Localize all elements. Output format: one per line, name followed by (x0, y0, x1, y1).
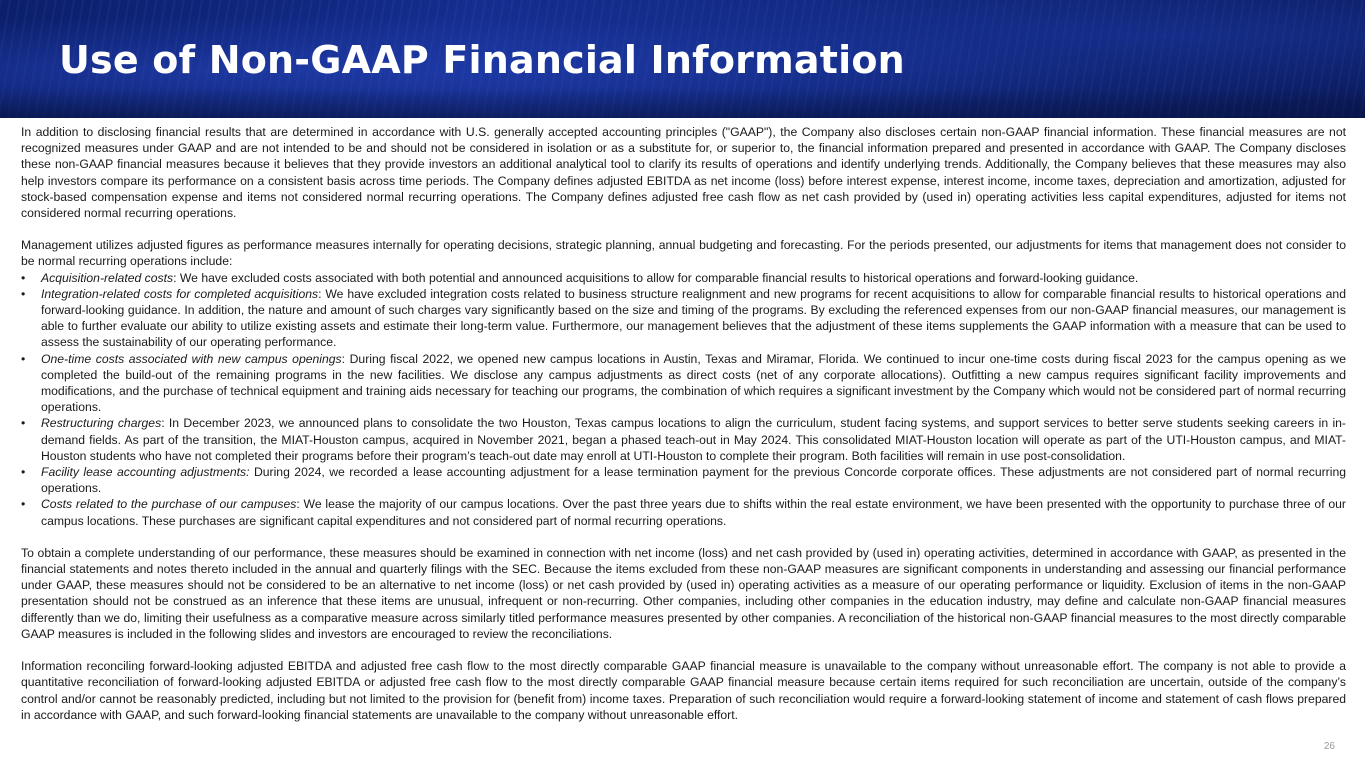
bullet-marker: • (21, 286, 26, 301)
page-title: Use of Non-GAAP Financial Information (59, 38, 905, 82)
performance-paragraph: To obtain a complete understanding of our performance, these measures should be examined in connection with net income (loss) and net cash provided by (used in) operating activities, determined in accordance with GAAP, as presented in the financial statements and notes thereto included in the annual and quarterly filings with the SEC. Because the items excluded from these non-GAAP measures are significant components in understanding and assessing our financial performance under GAAP, these measures should not be considered to be an alternative to net income (loss) or net cash provided by (used in) operating activities as a measure of our operating performance or liquidity. Exclusion of items in the non-GAAP presentation should not be construed as an inference that these items are unusual, infrequent or non-recurring. Other companies, including other companies in the education industry, may define and calculate non-GAAP financial measures differently than we do, limiting their usefulness as a comparative measure across similarly titled performance measures presented by other companies. A reconciliation of the historical non-GAAP financial measures to the most directly comparable GAAP measures is included in the following slides and investors are encouraged to review the reconciliations. (21, 545, 1346, 641)
bullet-text: During 2024, we recorded a lease accounting adjustment for a lease termination payment for the previous Concorde corporate offices. These adjustments are not considered part of normal recurring operations. (41, 465, 1347, 496)
forward-looking-paragraph: Information reconciling forward-looking adjusted EBITDA and adjusted free cash flow to the most directly comparable GAAP financial measure is unavailable to the company without unreasonable effort. The company is not able to provide a quantitative reconciliation of forward-looking adjusted EBITDA or adjusted free cash flow to the most directly comparable GAAP financial measure because certain items required for such reconciliation are uncertain, outside of the company’s control and/or cannot be reasonably predicted, including but not limited to the provision for (benefit from) income taxes. Preparation of such reconciliation would require a forward-looking statement of income and statement of cash flows prepared in accordance with GAAP, and such forward-looking financial statements are unavailable to the company without unreasonable effort. (21, 659, 1346, 722)
bullet-term: One-time costs associated with new campus openings (41, 351, 342, 366)
bullet-marker: • (21, 270, 26, 285)
adjustments-list (21, 270, 1346, 529)
bullet-marker: • (21, 497, 26, 512)
bullet-text: : We have excluded integration costs related to business structure realignment and new programs for recent acquisitions to allow for comparable financial results to historical operations and forward-looking guidance. In addition, the nature and amount of such charges vary significantly based on the size and timing of the programs. By excluding the referenced expenses from our non-GAAP financial measures, our management is able to further evaluate our ability to utilize existing assets and estimate their long-term value. Furthermore, our management believes that the adjustment of these items supplements the GAAP information with a measure that can be used to assess the sustainability of our operating performance. (41, 286, 1346, 350)
bullet-marker: • (21, 465, 26, 480)
title-banner (0, 0, 1365, 118)
bullet-text: : We have excluded costs associated with both potential and announced acquisitions to allow for comparable financial results to historical operations and forward-looking guidance. (173, 270, 1139, 285)
list-item (21, 496, 1346, 528)
management-paragraph: Management utilizes adjusted figures as performance measures internally for operating decisions, strategic planning, annual budgeting and forecasting. For the periods presented, our adjustments for items that management does not consider to be normal recurring operations include: (21, 238, 1346, 269)
bullet-term: Integration-related costs for completed acquisitions (41, 286, 319, 301)
bullet-term: Acquisition-related costs (41, 270, 174, 285)
bullet-term: Facility lease accounting adjustments: (41, 465, 250, 480)
list-item (21, 415, 1346, 464)
bullet-term: Restructuring charges (41, 416, 162, 431)
body-text (21, 124, 1346, 723)
list-item (21, 270, 1346, 286)
intro-paragraph: In addition to disclosing financial results that are determined in accordance with U.S. generally accepted accounting principles ("GAAP"), the Company also discloses certain non-GAAP financial information. These financial measures are not recognized measures under GAAP and are not intended to be and should not be considered in isolation or as a substitute for, or superior to, the financial information prepared and presented in accordance with GAAP. The Company discloses these non-GAAP financial measures because it believes that they provide investors an additional analytical tool to clarify its results of operations and identify underlying trends. Additionally, the Company believes that these measures may also help investors compare its performance on a consistent basis across time periods. The Company defines adjusted EBITDA as net income (loss) before interest expense, interest income, income taxes, depreciation and amortization, adjusted for stock-based compensation expense and items not considered normal recurring operations. The Company defines adjusted free cash flow as net cash provided by (used in) operating activities less capital expenditures, adjusted for items not considered normal recurring operations. (21, 125, 1346, 221)
list-item (21, 351, 1346, 416)
bullet-marker: • (21, 416, 26, 431)
list-item (21, 286, 1346, 351)
bullet-text: : We lease the majority of our campus locations. Over the past three years due to shifts within the real estate environment, we have been presented with the opportunity to purchase three of our campus locations. These purchases are significant capital expenditures and not considered part of normal recurring operations. (41, 497, 1346, 528)
bullet-text: : In December 2023, we announced plans to consolidate the two Houston, Texas campus locations to align the curriculum, student facing systems, and support services to better serve students seeking careers in in-demand fields. As part of the transition, the MIAT-Houston campus, acquired in November 2021, began a phased teach-out in May 2024. This consolidated MIAT-Houston location will operate as part of the UTI-Houston campus, and MIAT-Houston students who have not completed their programs before their program’s teach-out date may enroll at UTI-Houston to complete their program. Both facilities will remain in use post-consolidation. (41, 416, 1346, 463)
bullet-term: Costs related to the purchase of our campuses (41, 497, 297, 512)
bullet-marker: • (21, 351, 26, 366)
list-item (21, 464, 1346, 496)
page-number: 26 (1323, 741, 1335, 752)
bullet-text: : During fiscal 2022, we opened new campus locations in Austin, Texas and Miramar, Florida. We continued to incur one-time costs during fiscal 2023 for the campus opening as we completed the build-out of the remaining programs in the new facilities. We disclose any campus adjustments as direct costs (net of any corporate allocations). Outfitting a new campus requires significant facility improvements and modifications, and the purchase of technical equipment and training aids necessary for teaching our programs, the combination of which requires a significant investment by the Company which would not be considered part of normal recurring operations. (41, 351, 1346, 415)
